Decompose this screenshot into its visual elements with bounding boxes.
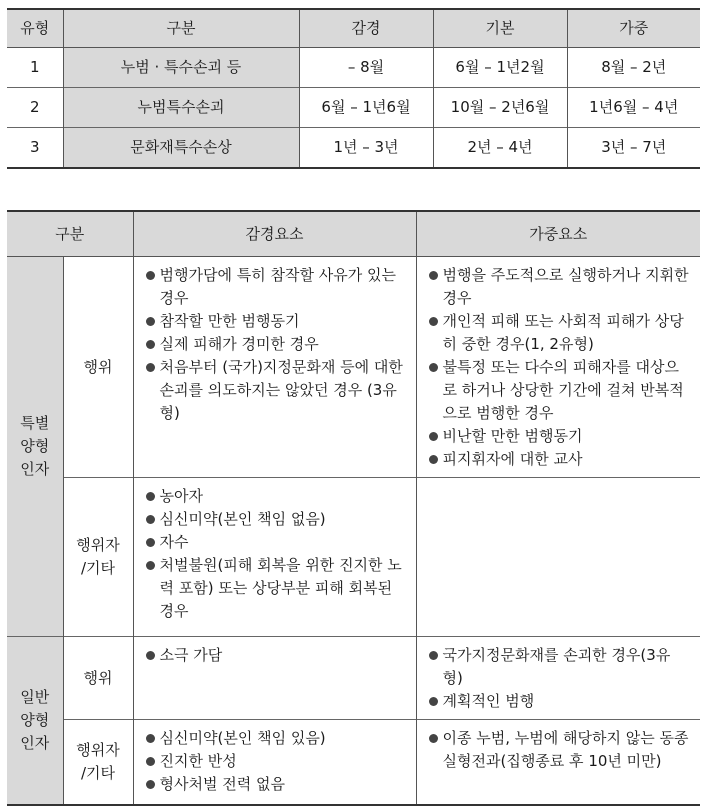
table-row xyxy=(7,720,700,806)
list-item: 처음부터 (국가)지정문화재 등에 대한 손괴를 의도하지는 않았던 경우 (3유형) xyxy=(146,356,406,425)
header-aggravated: 가중 xyxy=(567,9,700,48)
list-item: 자수 xyxy=(146,531,406,554)
aggravating-cell xyxy=(416,637,700,720)
list-item: 농아자 xyxy=(146,485,406,508)
mitigating-cell xyxy=(133,257,416,478)
mitigated-range-cell: 1년 – 3년 xyxy=(299,128,433,169)
list-item: 계획적인 범행 xyxy=(429,690,691,713)
table-header-row xyxy=(7,211,700,257)
header-mitigated: 감경 xyxy=(299,9,433,48)
bullet-icon xyxy=(146,561,155,570)
list-item: 참작할 만한 범행동기 xyxy=(146,310,406,333)
bullet-icon xyxy=(429,363,438,372)
aggravating-cell xyxy=(416,257,700,478)
table-row xyxy=(7,128,700,169)
mitigating-cell xyxy=(133,478,416,637)
mitigated-range-cell: – 8월 xyxy=(299,48,433,88)
type-cell: 3 xyxy=(7,128,63,169)
bullet-icon xyxy=(429,651,438,660)
list-item: 불특정 또는 다수의 피해자를 대상으로 하거나 상당한 기간에 걸쳐 반복적으로 범행한 경우 xyxy=(429,356,691,425)
bullet-icon xyxy=(146,780,155,789)
list-item: 이종 누범, 누범에 해당하지 않는 동종 실형전과(집행종료 후 10년 미만) xyxy=(429,727,691,773)
table-row xyxy=(7,88,700,128)
bullet-icon xyxy=(146,492,155,501)
header-category: 구분 xyxy=(7,211,133,257)
sub-label-actor-other: 행위자 /기타 xyxy=(63,720,133,806)
header-aggravating-factors: 가중요소 xyxy=(416,211,700,257)
aggravated-range-cell: 3년 – 7년 xyxy=(567,128,700,169)
mitigated-range-cell: 6월 – 1년6월 xyxy=(299,88,433,128)
list-item: 피지휘자에 대한 교사 xyxy=(429,448,691,471)
table-row xyxy=(7,257,700,478)
sub-label-act: 행위 xyxy=(63,257,133,478)
list-item: 개인적 피해 또는 사회적 피해가 상당히 중한 경우(1, 2유형) xyxy=(429,310,691,356)
table-header-row xyxy=(7,9,700,48)
basic-range-cell: 6월 – 1년2월 xyxy=(433,48,567,88)
list-item: 범행을 주도적으로 실행하거나 지휘한 경우 xyxy=(429,264,691,310)
sub-label-actor-other: 행위자 /기타 xyxy=(63,478,133,637)
bullet-icon xyxy=(146,734,155,743)
bullet-icon xyxy=(429,697,438,706)
bullet-icon xyxy=(146,515,155,524)
header-mitigating-factors: 감경요소 xyxy=(133,211,416,257)
bullet-icon xyxy=(146,363,155,372)
type-cell: 2 xyxy=(7,88,63,128)
category-cell: 문화재특수손상 xyxy=(63,128,299,169)
list-item: 심신미약(본인 책임 없음) xyxy=(146,508,406,531)
category-cell: 누범 · 특수손괴 등 xyxy=(63,48,299,88)
bullet-icon xyxy=(429,734,438,743)
table-row xyxy=(7,48,700,88)
list-item: 국가지정문화재를 손괴한 경우(3유형) xyxy=(429,644,691,690)
list-item: 범행가담에 특히 참작할 사유가 있는 경우 xyxy=(146,264,406,310)
list-item: 심신미약(본인 책임 있음) xyxy=(146,727,406,750)
table-row xyxy=(7,637,700,720)
basic-range-cell: 2년 – 4년 xyxy=(433,128,567,169)
list-item: 형사처벌 전력 없음 xyxy=(146,773,406,796)
bullet-icon xyxy=(146,317,155,326)
sentencing-range-table xyxy=(7,8,700,169)
group-label-special: 특별 양형 인자 xyxy=(7,257,63,637)
aggravating-cell-empty xyxy=(416,478,700,637)
bullet-icon xyxy=(146,538,155,547)
mitigating-cell xyxy=(133,720,416,806)
header-type: 유형 xyxy=(7,9,63,48)
header-basic: 기본 xyxy=(433,9,567,48)
bullet-icon xyxy=(146,651,155,660)
table-row xyxy=(7,478,700,637)
basic-range-cell: 10월 – 2년6월 xyxy=(433,88,567,128)
list-item: 실제 피해가 경미한 경우 xyxy=(146,333,406,356)
bullet-icon xyxy=(429,317,438,326)
list-item: 처벌불원(피해 회복을 위한 진지한 노력 포함) 또는 상당부분 피해 회복된 경우 xyxy=(146,554,406,623)
bullet-icon xyxy=(429,432,438,441)
bullet-icon xyxy=(146,757,155,766)
sentencing-factors-table xyxy=(7,210,700,806)
aggravated-range-cell: 8월 – 2년 xyxy=(567,48,700,88)
bullet-icon xyxy=(146,340,155,349)
mitigating-cell xyxy=(133,637,416,720)
aggravated-range-cell: 1년6월 – 4년 xyxy=(567,88,700,128)
sub-label-act: 행위 xyxy=(63,637,133,720)
list-item: 비난할 만한 범행동기 xyxy=(429,425,691,448)
list-item: 소극 가담 xyxy=(146,644,406,667)
list-item: 진지한 반성 xyxy=(146,750,406,773)
bullet-icon xyxy=(146,271,155,280)
group-label-general: 일반 양형 인자 xyxy=(7,637,63,806)
aggravating-cell xyxy=(416,720,700,806)
category-cell: 누범특수손괴 xyxy=(63,88,299,128)
bullet-icon xyxy=(429,271,438,280)
type-cell: 1 xyxy=(29,58,40,76)
bullet-icon xyxy=(429,455,438,464)
header-category: 구분 xyxy=(63,9,299,48)
